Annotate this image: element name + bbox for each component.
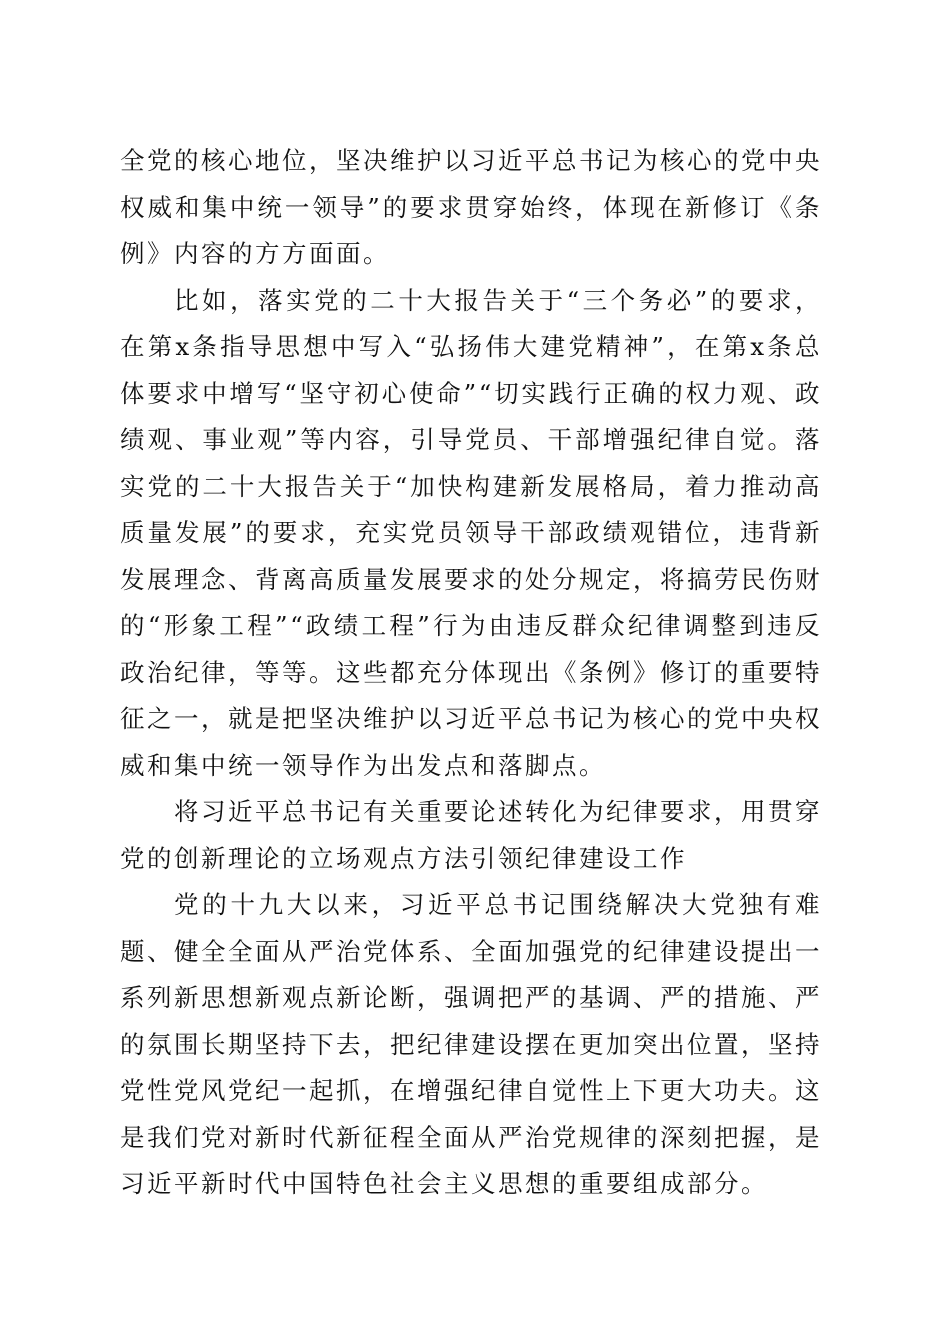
- paragraph-examples: 比如，落实党的二十大报告关于“三个务必”的要求，在第x条指导思想中写入“弘扬伟大建党精神”，在第x条总体要求中增写“坚守初心使命”“切实践行正确的权力观、政绩观、事业观”等内容，引导党员、干部增强纪律自觉。落实党的二十大报告关于“加快构建新发展格局，着力推动高质量发展”的要求，充实党员领导干部政绩观错位，违背新发展理念、背离高质量发展要求的处分规定，将搞劳民伤财的“形象工程”“政绩工程”行为由违反群众纪律调整到违反政治纪律，等等。这些都充分体现出《条例》修订的重要特征之一，就是把坚决维护以习近平总书记为核心的党中央权威和集中统一领导作为出发点和落脚点。: [120, 285, 822, 780]
- document-body: [120, 138, 822, 1208]
- section-heading: 将习近平总书记有关重要论述转化为纪律要求，用贯穿党的创新理论的立场观点方法引领纪律建设工作: [120, 797, 822, 873]
- paragraph-continuation: 全党的核心地位，坚决维护以习近平总书记为核心的党中央权威和集中统一领导”的要求贯穿始终，体现在新修订《条例》内容的方方面面。: [120, 146, 822, 268]
- paragraph-nineteenth-congress: 党的十九大以来，习近平总书记围绕解决大党独有难题、健全全面从严治党体系、全面加强党的纪律建设提出一系列新思想新观点新论断，强调把严的基调、严的措施、严的氛围长期坚持下去，把纪律建设摆在更加突出位置，坚持党性党风党纪一起抓，在增强纪律自觉性上下更大功夫。这是我们党对新时代新征程全面从严治党规律的深刻把握，是习近平新时代中国特色社会主义思想的重要组成部分。: [120, 890, 822, 1198]
